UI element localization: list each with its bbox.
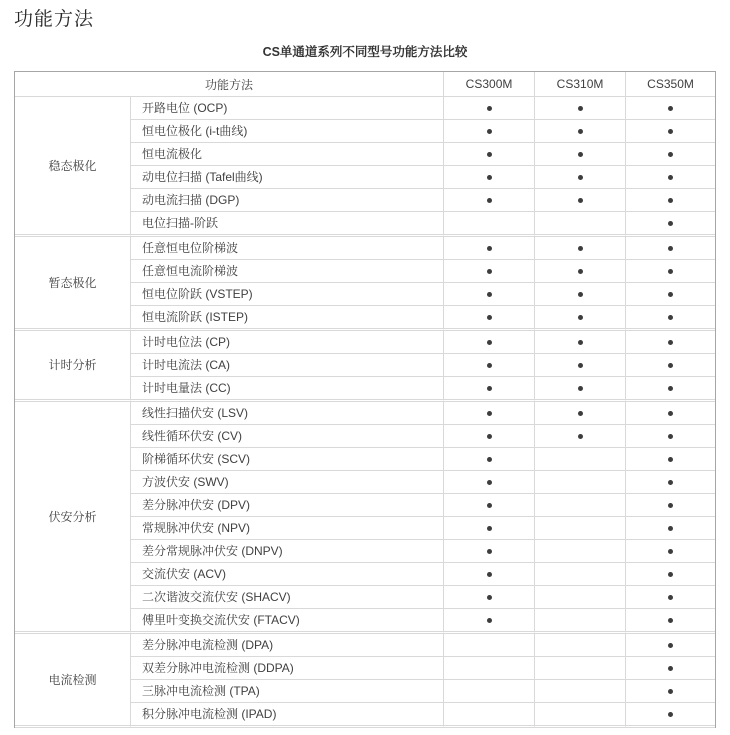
method-label: 方波伏安 (SWV) (131, 471, 444, 494)
support-dot-cell (444, 471, 535, 494)
support-dot (578, 175, 583, 180)
support-dot-cell (535, 120, 626, 143)
support-dot (487, 386, 492, 391)
support-dot-cell (444, 540, 535, 563)
method-label: 线性循环伏安 (CV) (131, 425, 444, 448)
support-dot (668, 595, 673, 600)
support-dot (668, 503, 673, 508)
table-row (15, 634, 715, 657)
support-dot-cell (626, 189, 715, 212)
support-dot (668, 152, 673, 157)
support-dot (578, 269, 583, 274)
support-dot (668, 434, 673, 439)
method-label: 傅里叶变换交流伏安 (FTACV) (131, 609, 444, 634)
support-dot (487, 572, 492, 577)
support-dot-cell (444, 97, 535, 120)
empty-cell (535, 471, 626, 494)
support-dot-cell (626, 97, 715, 120)
support-dot (668, 292, 673, 297)
support-dot-cell (444, 377, 535, 402)
method-label: 双差分脉冲电流检测 (DDPA) (131, 657, 444, 680)
support-dot (487, 340, 492, 345)
empty-cell (535, 680, 626, 703)
support-dot (668, 643, 673, 648)
support-dot (487, 292, 492, 297)
support-dot (668, 572, 673, 577)
group-label: 计时分析 (15, 331, 131, 402)
empty-cell (535, 609, 626, 634)
support-dot-cell (626, 283, 715, 306)
support-dot-cell (626, 634, 715, 657)
support-dot-cell (535, 425, 626, 448)
empty-cell (535, 212, 626, 237)
support-dot-cell (535, 402, 626, 425)
support-dot (487, 434, 492, 439)
column-header-cs300m: CS300M (444, 72, 535, 97)
support-dot (487, 595, 492, 600)
support-dot-cell (444, 563, 535, 586)
method-label: 动电流扫描 (DGP) (131, 189, 444, 212)
support-dot (578, 315, 583, 320)
empty-cell (444, 657, 535, 680)
support-dot-cell (535, 377, 626, 402)
support-dot (578, 152, 583, 157)
support-dot-cell (626, 448, 715, 471)
support-dot-cell (626, 494, 715, 517)
support-dot (487, 411, 492, 416)
support-dot-cell (535, 143, 626, 166)
support-dot (487, 152, 492, 157)
support-dot (487, 549, 492, 554)
method-label: 常规脉冲伏安 (NPV) (131, 517, 444, 540)
method-label: 动电位扫描 (Tafel曲线) (131, 166, 444, 189)
support-dot-cell (444, 260, 535, 283)
support-dot (668, 689, 673, 694)
support-dot (668, 363, 673, 368)
support-dot-cell (626, 402, 715, 425)
support-dot-cell (535, 283, 626, 306)
support-dot (487, 246, 492, 251)
method-label: 交流伏安 (ACV) (131, 563, 444, 586)
support-dot-cell (626, 563, 715, 586)
support-dot-cell (626, 586, 715, 609)
support-dot-cell (626, 143, 715, 166)
support-dot (668, 129, 673, 134)
support-dot-cell (444, 494, 535, 517)
support-dot-cell (626, 120, 715, 143)
support-dot-cell (626, 212, 715, 237)
support-dot (578, 411, 583, 416)
empty-cell (535, 634, 626, 657)
support-dot (668, 480, 673, 485)
support-dot (487, 503, 492, 508)
support-dot-cell (535, 237, 626, 260)
support-dot-cell (444, 402, 535, 425)
support-dot (578, 340, 583, 345)
method-label: 差分常规脉冲伏安 (DNPV) (131, 540, 444, 563)
method-label: 差分脉冲电流检测 (DPA) (131, 634, 444, 657)
support-dot-cell (626, 609, 715, 634)
method-label: 电位扫描-阶跃 (131, 212, 444, 237)
support-dot-cell (626, 471, 715, 494)
support-dot (578, 129, 583, 134)
table-body (15, 97, 715, 728)
method-label: 计时电流法 (CA) (131, 354, 444, 377)
table-row (15, 402, 715, 425)
support-dot (487, 363, 492, 368)
empty-cell (444, 703, 535, 728)
support-dot (668, 315, 673, 320)
support-dot (668, 618, 673, 623)
support-dot-cell (444, 237, 535, 260)
table-caption: CS单通道系列不同型号功能方法比较 (262, 45, 468, 59)
support-dot-cell (626, 425, 715, 448)
method-label: 计时电量法 (CC) (131, 377, 444, 402)
support-dot-cell (626, 260, 715, 283)
support-dot (668, 457, 673, 462)
table-row (15, 331, 715, 354)
method-label: 任意恒电位阶梯波 (131, 237, 444, 260)
support-dot-cell (626, 680, 715, 703)
support-dot-cell (626, 657, 715, 680)
method-label: 任意恒电流阶梯波 (131, 260, 444, 283)
support-dot-cell (444, 609, 535, 634)
support-dot (668, 666, 673, 671)
support-dot (578, 434, 583, 439)
support-dot-cell (444, 166, 535, 189)
support-dot (578, 246, 583, 251)
empty-cell (444, 212, 535, 237)
support-dot-cell (626, 306, 715, 331)
support-dot (668, 175, 673, 180)
support-dot-cell (444, 517, 535, 540)
support-dot (668, 526, 673, 531)
support-dot (668, 221, 673, 226)
header-row (15, 72, 715, 97)
column-header-cs310m: CS310M (535, 72, 626, 97)
support-dot (487, 618, 492, 623)
support-dot-cell (535, 354, 626, 377)
group-label: 伏安分析 (15, 402, 131, 634)
support-dot-cell (535, 189, 626, 212)
support-dot-cell (626, 703, 715, 728)
method-label: 线性扫描伏安 (LSV) (131, 402, 444, 425)
support-dot-cell (626, 166, 715, 189)
support-dot-cell (444, 448, 535, 471)
support-dot (487, 198, 492, 203)
support-dot-cell (444, 586, 535, 609)
support-dot-cell (626, 237, 715, 260)
empty-cell (535, 657, 626, 680)
support-dot (668, 269, 673, 274)
method-label: 积分脉冲电流检测 (IPAD) (131, 703, 444, 728)
empty-cell (444, 680, 535, 703)
support-dot (668, 106, 673, 111)
support-dot-cell (626, 517, 715, 540)
empty-cell (535, 703, 626, 728)
page-title: 功能方法 (14, 9, 95, 30)
feature-comparison-table (14, 71, 716, 728)
support-dot (487, 457, 492, 462)
method-label: 恒电位极化 (i-t曲线) (131, 120, 444, 143)
method-label: 计时电位法 (CP) (131, 331, 444, 354)
support-dot (487, 315, 492, 320)
column-header-method: 功能方法 (15, 72, 444, 97)
support-dot-cell (535, 97, 626, 120)
support-dot-cell (535, 166, 626, 189)
support-dot-cell (626, 354, 715, 377)
support-dot-cell (444, 425, 535, 448)
method-label: 恒电流阶跃 (ISTEP) (131, 306, 444, 331)
support-dot (487, 269, 492, 274)
support-dot-cell (535, 260, 626, 283)
support-dot (668, 340, 673, 345)
support-dot-cell (444, 120, 535, 143)
support-dot (487, 480, 492, 485)
method-label: 阶梯循环伏安 (SCV) (131, 448, 444, 471)
group-label: 稳态极化 (15, 97, 131, 237)
support-dot-cell (444, 331, 535, 354)
empty-cell (535, 540, 626, 563)
support-dot (668, 386, 673, 391)
group-label: 电流检测 (15, 634, 131, 728)
support-dot-cell (444, 143, 535, 166)
support-dot-cell (444, 306, 535, 331)
support-dot (578, 292, 583, 297)
empty-cell (535, 517, 626, 540)
empty-cell (535, 494, 626, 517)
empty-cell (535, 448, 626, 471)
table-row (15, 97, 715, 120)
method-label: 三脉冲电流检测 (TPA) (131, 680, 444, 703)
method-label: 差分脉冲伏安 (DPV) (131, 494, 444, 517)
support-dot-cell (444, 354, 535, 377)
support-dot (487, 106, 492, 111)
table-row (15, 237, 715, 260)
support-dot (487, 175, 492, 180)
support-dot (668, 246, 673, 251)
support-dot (487, 526, 492, 531)
group-label: 暂态极化 (15, 237, 131, 331)
support-dot-cell (626, 377, 715, 402)
empty-cell (444, 634, 535, 657)
support-dot (668, 549, 673, 554)
column-header-cs350m: CS350M (626, 72, 715, 97)
support-dot-cell (444, 189, 535, 212)
support-dot (487, 129, 492, 134)
method-label: 开路电位 (OCP) (131, 97, 444, 120)
support-dot-cell (535, 306, 626, 331)
method-label: 恒电流极化 (131, 143, 444, 166)
method-label: 二次谐波交流伏安 (SHACV) (131, 586, 444, 609)
empty-cell (535, 563, 626, 586)
support-dot-cell (626, 331, 715, 354)
support-dot (668, 411, 673, 416)
support-dot-cell (535, 331, 626, 354)
support-dot (668, 712, 673, 717)
support-dot (578, 198, 583, 203)
support-dot (668, 198, 673, 203)
support-dot (578, 106, 583, 111)
empty-cell (535, 586, 626, 609)
support-dot-cell (444, 283, 535, 306)
support-dot (578, 363, 583, 368)
support-dot (578, 386, 583, 391)
support-dot-cell (626, 540, 715, 563)
method-label: 恒电位阶跃 (VSTEP) (131, 283, 444, 306)
